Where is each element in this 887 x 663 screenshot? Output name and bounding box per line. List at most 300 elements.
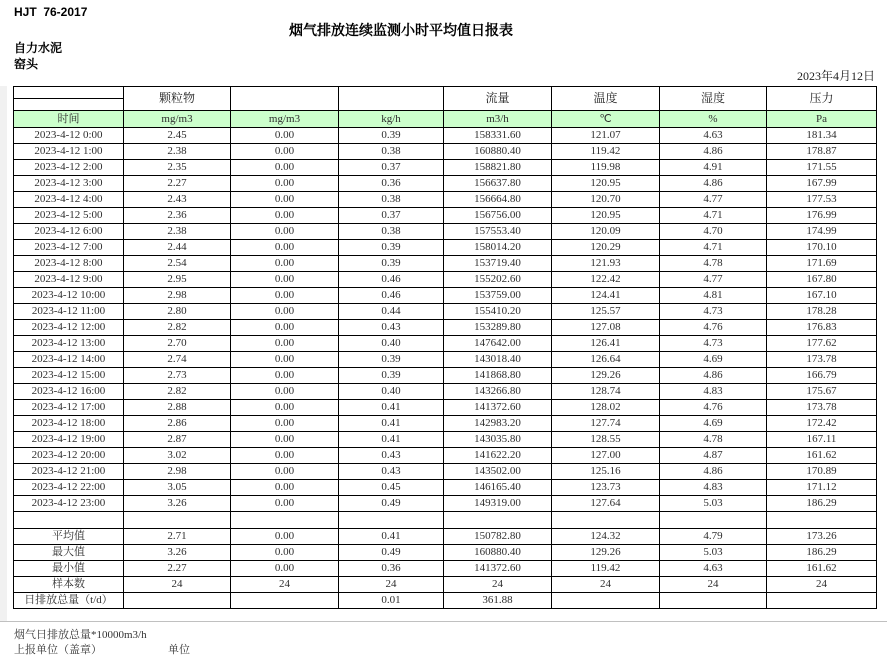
cell-particulate-mgm3: 3.05 (124, 480, 231, 496)
cell-temperature: 121.93 (552, 256, 660, 272)
cell-mgm3-2: 0.00 (231, 272, 339, 288)
cell-temperature: 120.09 (552, 224, 660, 240)
cell-particulate-mgm3: 24 (124, 577, 231, 593)
cell-pressure: 171.69 (767, 256, 877, 272)
cell-mgm3-2: 0.00 (231, 256, 339, 272)
cell-pressure: 173.78 (767, 352, 877, 368)
cell-temperature: 120.70 (552, 192, 660, 208)
cell-flow: 143502.00 (444, 464, 552, 480)
table-row (14, 256, 877, 272)
cell-temperature: 126.64 (552, 352, 660, 368)
cell-time: 2023-4-12 8:00 (14, 256, 124, 272)
cell-pressure: 186.29 (767, 545, 877, 561)
cell-kgh: 0.41 (339, 529, 444, 545)
cell-humidity: 4.73 (660, 336, 767, 352)
cell-time: 2023-4-12 7:00 (14, 240, 124, 256)
cell-flow: 142983.20 (444, 416, 552, 432)
cell-humidity: 4.86 (660, 144, 767, 160)
cell-mgm3-2: 0.00 (231, 432, 339, 448)
cell-temperature: 125.57 (552, 304, 660, 320)
cell-humidity: 4.77 (660, 272, 767, 288)
page-title: 烟气排放连续监测小时平均值日报表 (289, 22, 513, 38)
cell-time: 2023-4-12 20:00 (14, 448, 124, 464)
cell-kgh: 0.41 (339, 432, 444, 448)
cell-mgm3-2 (231, 512, 339, 529)
cell-time: 2023-4-12 19:00 (14, 432, 124, 448)
table-row (14, 400, 877, 416)
table-row (14, 448, 877, 464)
cell-flow: 153719.40 (444, 256, 552, 272)
cell-humidity (660, 512, 767, 529)
cell-particulate-mgm3: 2.74 (124, 352, 231, 368)
cell-kgh: 0.41 (339, 400, 444, 416)
cell-particulate-mgm3: 3.26 (124, 496, 231, 512)
cell-particulate-mgm3: 2.98 (124, 288, 231, 304)
cell-particulate-mgm3: 2.36 (124, 208, 231, 224)
cell-temperature: 127.00 (552, 448, 660, 464)
table-row (14, 416, 877, 432)
cell-temperature: 119.42 (552, 144, 660, 160)
cell-mgm3-2: 0.00 (231, 545, 339, 561)
cell-humidity: 4.86 (660, 368, 767, 384)
cell-flow: 149319.00 (444, 496, 552, 512)
cell-particulate-mgm3 (124, 512, 231, 529)
unit-percent: % (660, 111, 767, 128)
units-row (14, 111, 877, 128)
cell-pressure: 166.79 (767, 368, 877, 384)
cell-humidity: 4.83 (660, 480, 767, 496)
cell-temperature: 127.08 (552, 320, 660, 336)
cell-particulate-mgm3: 3.02 (124, 448, 231, 464)
cell-kgh (339, 512, 444, 529)
cell-flow: 155202.60 (444, 272, 552, 288)
cell-flow: 153759.00 (444, 288, 552, 304)
cell-pressure: 186.29 (767, 496, 877, 512)
cell-temperature: 126.41 (552, 336, 660, 352)
cell-mgm3-2: 0.00 (231, 561, 339, 577)
cell-time: 2023-4-12 12:00 (14, 320, 124, 336)
cell-temperature: 125.16 (552, 464, 660, 480)
cell-flow: 24 (444, 577, 552, 593)
cell-pressure: 167.11 (767, 432, 877, 448)
cell-kgh: 0.39 (339, 368, 444, 384)
table-row (14, 480, 877, 496)
cell-particulate-mgm3: 2.38 (124, 144, 231, 160)
cell-humidity: 4.78 (660, 256, 767, 272)
cell-pressure: 176.99 (767, 208, 877, 224)
reporting-unit-label: 上报单位（盖章） (14, 644, 102, 656)
cell-flow: 141622.20 (444, 448, 552, 464)
cell-humidity: 4.87 (660, 448, 767, 464)
cell-pressure: 174.99 (767, 224, 877, 240)
doc-standard-code: HJT 76-2017 (14, 5, 88, 19)
cell-temperature: 128.74 (552, 384, 660, 400)
group-header-row (14, 87, 877, 99)
summary-row (14, 561, 877, 577)
cell-flow: 157553.40 (444, 224, 552, 240)
cell-humidity: 4.69 (660, 416, 767, 432)
cell-mgm3-2: 0.00 (231, 304, 339, 320)
cell-kgh: 0.46 (339, 272, 444, 288)
cell-kgh: 0.36 (339, 561, 444, 577)
cell-mgm3-2: 0.00 (231, 224, 339, 240)
cell-particulate-mgm3: 2.98 (124, 464, 231, 480)
cell-kgh: 0.39 (339, 256, 444, 272)
table-row (14, 240, 877, 256)
table-row (14, 336, 877, 352)
cell-particulate-mgm3: 3.26 (124, 545, 231, 561)
cell-humidity: 4.71 (660, 240, 767, 256)
cell-particulate-mgm3: 2.70 (124, 336, 231, 352)
summary-row (14, 577, 877, 593)
cell-time: 2023-4-12 21:00 (14, 464, 124, 480)
cell-pressure: 24 (767, 577, 877, 593)
cell-kgh: 0.40 (339, 336, 444, 352)
cell-time: 2023-4-12 13:00 (14, 336, 124, 352)
cell-time: 2023-4-12 11:00 (14, 304, 124, 320)
table-row (14, 464, 877, 480)
cell-mgm3-2: 0.00 (231, 208, 339, 224)
cell-pressure: 176.83 (767, 320, 877, 336)
cell-time: 2023-4-12 14:00 (14, 352, 124, 368)
cell-temperature: 128.55 (552, 432, 660, 448)
cell-kgh: 0.43 (339, 320, 444, 336)
cell-particulate-mgm3: 2.44 (124, 240, 231, 256)
cell-mgm3-2: 0.00 (231, 128, 339, 144)
cell-mgm3-2: 0.00 (231, 288, 339, 304)
cell-pressure (767, 512, 877, 529)
time-column-header: 时间 (14, 111, 124, 128)
cell-pressure: 173.26 (767, 529, 877, 545)
cell-humidity: 4.76 (660, 400, 767, 416)
cell-temperature: 122.42 (552, 272, 660, 288)
cell-kgh: 0.37 (339, 160, 444, 176)
header-blank-1 (231, 87, 339, 111)
cell-temperature: 24 (552, 577, 660, 593)
cell-kgh: 0.01 (339, 593, 444, 609)
cell-humidity: 4.79 (660, 529, 767, 545)
cell-mgm3-2: 24 (231, 577, 339, 593)
cell-humidity: 4.63 (660, 128, 767, 144)
cell-pressure: 161.62 (767, 561, 877, 577)
table-row (14, 192, 877, 208)
table-row (14, 272, 877, 288)
cell-kgh: 0.36 (339, 176, 444, 192)
table-row (14, 224, 877, 240)
cell-pressure: 171.12 (767, 480, 877, 496)
cell-kgh: 0.43 (339, 448, 444, 464)
unit-celsius: ℃ (552, 111, 660, 128)
cell-humidity: 4.76 (660, 320, 767, 336)
cell-particulate-mgm3: 2.80 (124, 304, 231, 320)
cell-kgh: 0.38 (339, 192, 444, 208)
cell-mgm3-2: 0.00 (231, 368, 339, 384)
cell-time: 2023-4-12 4:00 (14, 192, 124, 208)
cell-pressure: 171.55 (767, 160, 877, 176)
header-flow: 流量 (444, 87, 552, 111)
header-blank-2 (339, 87, 444, 111)
cell-kgh: 0.46 (339, 288, 444, 304)
cell-pressure: 175.67 (767, 384, 877, 400)
cell-flow: 143266.80 (444, 384, 552, 400)
table-body (14, 128, 877, 609)
cell-pressure: 178.28 (767, 304, 877, 320)
cell-pressure: 170.10 (767, 240, 877, 256)
header-particulate: 颗粒物 (124, 87, 231, 111)
cell-kgh: 0.43 (339, 464, 444, 480)
cell-time: 最大值 (14, 545, 124, 561)
header-temperature: 温度 (552, 87, 660, 111)
cell-particulate-mgm3: 2.35 (124, 160, 231, 176)
cell-particulate-mgm3: 2.86 (124, 416, 231, 432)
cell-flow: 361.88 (444, 593, 552, 609)
cell-particulate-mgm3: 2.45 (124, 128, 231, 144)
cell-particulate-mgm3: 2.82 (124, 320, 231, 336)
cell-flow: 147642.00 (444, 336, 552, 352)
cell-time: 2023-4-12 1:00 (14, 144, 124, 160)
cell-temperature: 120.29 (552, 240, 660, 256)
cell-particulate-mgm3: 2.87 (124, 432, 231, 448)
cell-mgm3-2: 0.00 (231, 416, 339, 432)
cell-kgh: 0.39 (339, 128, 444, 144)
cell-kgh: 0.39 (339, 240, 444, 256)
table-row (14, 496, 877, 512)
spacer-row (14, 512, 877, 529)
header-humidity: 湿度 (660, 87, 767, 111)
cell-temperature: 124.41 (552, 288, 660, 304)
cell-flow: 156664.80 (444, 192, 552, 208)
report-date: 2023年4月12日 (796, 69, 875, 83)
cell-particulate-mgm3: 2.71 (124, 529, 231, 545)
station-name: 窑头 (14, 57, 39, 71)
cell-temperature: 127.64 (552, 496, 660, 512)
cell-humidity: 4.70 (660, 224, 767, 240)
cell-time: 样本数 (14, 577, 124, 593)
cell-time: 最小值 (14, 561, 124, 577)
cell-kgh: 0.38 (339, 144, 444, 160)
cell-kgh: 0.44 (339, 304, 444, 320)
cell-humidity: 4.78 (660, 432, 767, 448)
cell-flow: 158821.80 (444, 160, 552, 176)
company-name: 自力水泥 (14, 41, 63, 55)
cell-flow: 150782.80 (444, 529, 552, 545)
cell-temperature: 119.98 (552, 160, 660, 176)
cell-flow: 141372.60 (444, 400, 552, 416)
cell-humidity: 5.03 (660, 545, 767, 561)
cell-humidity: 5.03 (660, 496, 767, 512)
total-emission-note: 烟气日排放总量*10000m3/h (14, 629, 147, 641)
cell-time: 2023-4-12 6:00 (14, 224, 124, 240)
cell-pressure: 181.34 (767, 128, 877, 144)
cell-mgm3-2: 0.00 (231, 529, 339, 545)
cell-kgh: 0.49 (339, 496, 444, 512)
cell-time: 2023-4-12 9:00 (14, 272, 124, 288)
table-row (14, 304, 877, 320)
table-row (14, 288, 877, 304)
cell-time (14, 512, 124, 529)
table-row (14, 368, 877, 384)
summary-row (14, 529, 877, 545)
cell-kgh: 0.49 (339, 545, 444, 561)
cell-humidity: 4.77 (660, 192, 767, 208)
cell-flow (444, 512, 552, 529)
cell-mgm3-2: 0.00 (231, 384, 339, 400)
cell-humidity: 4.63 (660, 561, 767, 577)
cell-particulate-mgm3: 2.38 (124, 224, 231, 240)
cell-kgh: 0.40 (339, 384, 444, 400)
cell-particulate-mgm3: 2.27 (124, 561, 231, 577)
cell-time: 日排放总量（t/d） (14, 593, 124, 609)
cell-particulate-mgm3: 2.95 (124, 272, 231, 288)
cell-flow: 141372.60 (444, 561, 552, 577)
cell-pressure: 167.10 (767, 288, 877, 304)
cell-temperature: 129.26 (552, 368, 660, 384)
monitoring-table (13, 86, 877, 609)
cell-pressure: 167.80 (767, 272, 877, 288)
left-edge-strip (0, 86, 7, 622)
cell-mgm3-2: 0.00 (231, 336, 339, 352)
cell-mgm3-2: 0.00 (231, 240, 339, 256)
cell-temperature: 124.32 (552, 529, 660, 545)
cell-kgh: 24 (339, 577, 444, 593)
cell-pressure: 177.62 (767, 336, 877, 352)
table-row (14, 320, 877, 336)
table-row (14, 128, 877, 144)
unit-pa: Pa (767, 111, 877, 128)
cell-flow: 160880.40 (444, 545, 552, 561)
cell-kgh: 0.37 (339, 208, 444, 224)
cell-time: 2023-4-12 2:00 (14, 160, 124, 176)
table-row (14, 176, 877, 192)
time-header-bottom-cell (14, 99, 124, 111)
cell-time: 2023-4-12 5:00 (14, 208, 124, 224)
cell-flow: 156637.80 (444, 176, 552, 192)
cell-humidity: 4.81 (660, 288, 767, 304)
cell-temperature: 129.26 (552, 545, 660, 561)
unit-label: 单位 (168, 644, 190, 656)
cell-flow: 155410.20 (444, 304, 552, 320)
cell-flow: 143035.80 (444, 432, 552, 448)
cell-time: 2023-4-12 23:00 (14, 496, 124, 512)
cell-mgm3-2: 0.00 (231, 464, 339, 480)
table-row (14, 208, 877, 224)
cell-pressure: 177.53 (767, 192, 877, 208)
cell-humidity (660, 593, 767, 609)
cell-pressure: 178.87 (767, 144, 877, 160)
header-pressure: 压力 (767, 87, 877, 111)
cell-time: 2023-4-12 18:00 (14, 416, 124, 432)
cell-humidity: 4.86 (660, 176, 767, 192)
cell-kgh: 0.38 (339, 224, 444, 240)
cell-pressure: 167.99 (767, 176, 877, 192)
cell-flow: 153289.80 (444, 320, 552, 336)
unit-kgh: kg/h (339, 111, 444, 128)
cell-particulate-mgm3: 2.88 (124, 400, 231, 416)
unit-mgm3-2: mg/m3 (231, 111, 339, 128)
cell-humidity: 4.73 (660, 304, 767, 320)
cell-mgm3-2: 0.00 (231, 400, 339, 416)
cell-flow: 158331.60 (444, 128, 552, 144)
cell-mgm3-2: 0.00 (231, 352, 339, 368)
cell-temperature: 119.42 (552, 561, 660, 577)
cell-time: 2023-4-12 10:00 (14, 288, 124, 304)
cell-temperature: 120.95 (552, 176, 660, 192)
cell-mgm3-2: 0.00 (231, 192, 339, 208)
cell-temperature: 128.02 (552, 400, 660, 416)
cell-kgh: 0.41 (339, 416, 444, 432)
cell-time: 2023-4-12 16:00 (14, 384, 124, 400)
cell-flow: 146165.40 (444, 480, 552, 496)
cell-particulate-mgm3: 2.27 (124, 176, 231, 192)
cell-particulate-mgm3: 2.82 (124, 384, 231, 400)
cell-particulate-mgm3 (124, 593, 231, 609)
cell-pressure (767, 593, 877, 609)
summary-row (14, 593, 877, 609)
cell-humidity: 4.91 (660, 160, 767, 176)
summary-row (14, 545, 877, 561)
cell-mgm3-2 (231, 593, 339, 609)
cell-time: 2023-4-12 22:00 (14, 480, 124, 496)
cell-flow: 143018.40 (444, 352, 552, 368)
cell-temperature: 120.95 (552, 208, 660, 224)
cell-temperature (552, 512, 660, 529)
cell-kgh: 0.39 (339, 352, 444, 368)
cell-mgm3-2: 0.00 (231, 160, 339, 176)
cell-temperature: 121.07 (552, 128, 660, 144)
time-header-top-cell (14, 87, 124, 99)
table-row (14, 352, 877, 368)
cell-pressure: 170.89 (767, 464, 877, 480)
table-row (14, 144, 877, 160)
cell-pressure: 173.78 (767, 400, 877, 416)
cell-pressure: 161.62 (767, 448, 877, 464)
cell-particulate-mgm3: 2.43 (124, 192, 231, 208)
cell-humidity: 4.86 (660, 464, 767, 480)
cell-time: 2023-4-12 0:00 (14, 128, 124, 144)
table-row (14, 160, 877, 176)
table-row (14, 432, 877, 448)
cell-particulate-mgm3: 2.73 (124, 368, 231, 384)
cell-time: 2023-4-12 3:00 (14, 176, 124, 192)
cell-kgh: 0.45 (339, 480, 444, 496)
table-row (14, 384, 877, 400)
unit-mgm3: mg/m3 (124, 111, 231, 128)
cell-humidity: 4.69 (660, 352, 767, 368)
page-break-line (0, 621, 887, 622)
cell-particulate-mgm3: 2.54 (124, 256, 231, 272)
cell-pressure: 172.42 (767, 416, 877, 432)
cell-flow: 160880.40 (444, 144, 552, 160)
cell-temperature: 127.74 (552, 416, 660, 432)
cell-mgm3-2: 0.00 (231, 144, 339, 160)
cell-mgm3-2: 0.00 (231, 176, 339, 192)
cell-temperature: 123.73 (552, 480, 660, 496)
cell-time: 平均值 (14, 529, 124, 545)
cell-temperature (552, 593, 660, 609)
cell-mgm3-2: 0.00 (231, 496, 339, 512)
unit-m3h: m3/h (444, 111, 552, 128)
cell-time: 2023-4-12 17:00 (14, 400, 124, 416)
cell-flow: 156756.00 (444, 208, 552, 224)
cell-mgm3-2: 0.00 (231, 448, 339, 464)
cell-flow: 141868.80 (444, 368, 552, 384)
cell-humidity: 4.71 (660, 208, 767, 224)
cell-mgm3-2: 0.00 (231, 320, 339, 336)
cell-flow: 158014.20 (444, 240, 552, 256)
cell-humidity: 24 (660, 577, 767, 593)
cell-humidity: 4.83 (660, 384, 767, 400)
cell-time: 2023-4-12 15:00 (14, 368, 124, 384)
